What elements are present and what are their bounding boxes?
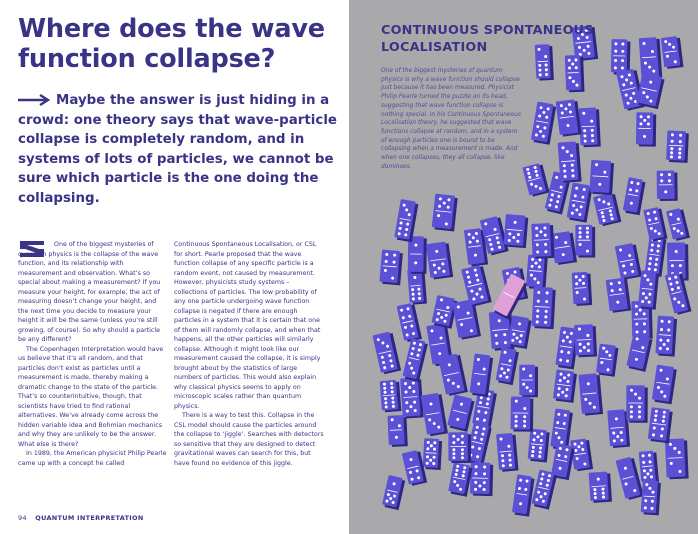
domino-icon — [495, 347, 519, 385]
domino-icon — [611, 39, 631, 75]
domino-icon — [423, 438, 443, 470]
domino-icon — [579, 373, 604, 416]
domino-icon — [532, 287, 556, 329]
domino-icon — [388, 415, 408, 447]
domino-icon — [519, 365, 538, 397]
domino-icon — [470, 462, 493, 496]
paragraph: In 1989, the American physicist Philip Pearle came up with a concept he called — [18, 450, 167, 467]
domino-icon — [380, 380, 402, 413]
domino-icon — [570, 438, 593, 472]
intro-standfirst — [18, 91, 338, 209]
domino-icon — [572, 272, 593, 306]
right-page — [349, 0, 698, 534]
domino-icon — [596, 344, 619, 377]
paragraph: One of the biggest mysteries of quantum physics is the collapse of the wave function, and its relationship with measurement and observation. What’s so special about making a measurement? If you measure your height, for example, the act of measuring doesn’t change your height, and the next time you decide to measure your height it will be the same (unless you’re still growing, of course). So why should a particle be any different? — [18, 241, 161, 343]
section-name: QUANTUM INTERPRETATION — [35, 514, 144, 522]
domino-icon — [558, 141, 582, 183]
domino-icon — [638, 270, 659, 310]
domino-icon — [556, 99, 582, 137]
domino-icon — [531, 223, 554, 259]
right-arrow-icon — [18, 94, 52, 106]
domino-icon — [575, 225, 595, 258]
domino-icon — [553, 370, 577, 403]
sidebar-text: One of the biggest mysteries of quantum physics is why a wave function should collapse just because it has been measured. Physicist Philip Pearle turned the puzzle on its head, suggesting that wave function collapse is nothing special. In his Continuous Spontaneous Localisation theory, he suggested that wave functions collapse at random, and in a system of enough particles one is bound to be collapsing when a measurement is made. And when one collapses, they all collapse, like dominoes. — [381, 68, 521, 170]
domino-icon — [400, 377, 423, 419]
domino-icon — [379, 250, 403, 286]
domino-icon — [666, 207, 690, 241]
domino-icon — [512, 474, 535, 516]
domino-icon — [447, 394, 475, 431]
intro-text: Maybe the answer is just hiding in a crowd: one theory says that wave-particle collapse is completely random, and in systems of lots of particles, we cannot be sure which particle is the one doing the collapsing. — [18, 93, 337, 206]
domino-icon — [526, 255, 548, 290]
domino-icon — [648, 407, 673, 443]
domino-icon — [589, 160, 614, 195]
domino-icon — [566, 183, 592, 223]
domino-icon — [432, 194, 458, 232]
domino-icon — [626, 385, 647, 422]
domino-icon — [448, 462, 473, 496]
paragraph: There is a way to test this. Collapse in the CSL model should cause the particles around the collapse to ‘jiggle’. Searches with detectors so sensitive that they are designed to detect gravitational waves can search for this, but have found no evidence of this jiggle. — [174, 412, 324, 467]
domino-icon — [626, 333, 653, 371]
domino-icon — [616, 456, 644, 501]
domino-icon — [407, 268, 427, 304]
domino-icon — [397, 302, 422, 342]
page-footer — [18, 514, 144, 522]
page-number: 94 — [18, 514, 27, 522]
domino-icon — [615, 242, 642, 280]
domino-icon — [579, 107, 601, 147]
domino-icon — [551, 231, 577, 266]
domino-icon — [643, 206, 667, 242]
domino-icon — [565, 55, 585, 93]
domino-icon — [641, 480, 661, 516]
domino-icon — [639, 450, 659, 484]
page-title: Where does the wave function collapse? — [18, 14, 325, 74]
domino-icon — [522, 163, 549, 198]
domino-icon — [382, 475, 406, 510]
domino-icon — [402, 449, 427, 486]
domino-icon — [644, 235, 666, 277]
domino-icon — [666, 130, 689, 162]
sidebar-title: CONTINUOUS SPONTANEOUS LOCALISATION — [381, 23, 594, 55]
domino-icon — [372, 331, 401, 375]
domino-icon — [426, 241, 453, 280]
domino-icon — [593, 192, 621, 227]
domino-icon — [639, 37, 663, 80]
domino-icon — [531, 469, 557, 509]
domino-icon — [636, 73, 665, 110]
domino-icon — [496, 433, 518, 472]
body-column-1 — [18, 240, 168, 468]
paragraph: The Copenhagen Interpretation would have us believe that it’s all random, and that particles don’t exist as particles until a measurement is made, thereby making a dramatic change to the state of the particle. That’s so counterintuitive, though, that scientists have tried to find rational alternatives. We’ve already come across the hidden variable idea and Bohmian mechanics and why they are unlikely to be the answer. What else is there? — [18, 345, 164, 448]
domino-icon — [511, 396, 534, 431]
body-column-2 — [174, 240, 324, 468]
domino-icon — [448, 432, 471, 463]
domino-icon — [589, 471, 612, 503]
domino-icon — [652, 365, 678, 405]
domino-icon — [394, 199, 419, 242]
domino-icon — [606, 277, 632, 313]
domino-icon — [661, 36, 684, 69]
domino-icon — [527, 429, 549, 463]
domino-icon — [574, 324, 597, 357]
domino-icon — [665, 438, 689, 479]
domino-icon — [421, 392, 448, 436]
domino-icon — [636, 112, 656, 146]
domino-icon — [402, 338, 428, 382]
domino-icon — [503, 214, 528, 248]
domino-icon — [551, 443, 575, 480]
paragraph: Continuous Spontaneous Localisation, or CSL for short. Pearle proposed that the wave function collapse of any specific particle is a random event, not caused by measurement. However, physicists study systems – collections of particles. The low probability of any one particle undergoing wave function collapse is negated if there are enough particles in a system that it is certain that one of them will randomly collapse, and when that happens, all the other particles will similarly collapse. Although it might look like our measurement caused the collapse, it is simply brought about by the statistics of large numbers of particles. This would also explain why classical physics seems to apply on microscopic scales rather than quantum physics. — [174, 241, 321, 410]
domino-icon — [438, 353, 468, 397]
domino-icon — [622, 177, 645, 215]
domino-icon — [655, 316, 677, 357]
domino-icon — [657, 171, 678, 201]
domino-icon — [531, 102, 557, 145]
